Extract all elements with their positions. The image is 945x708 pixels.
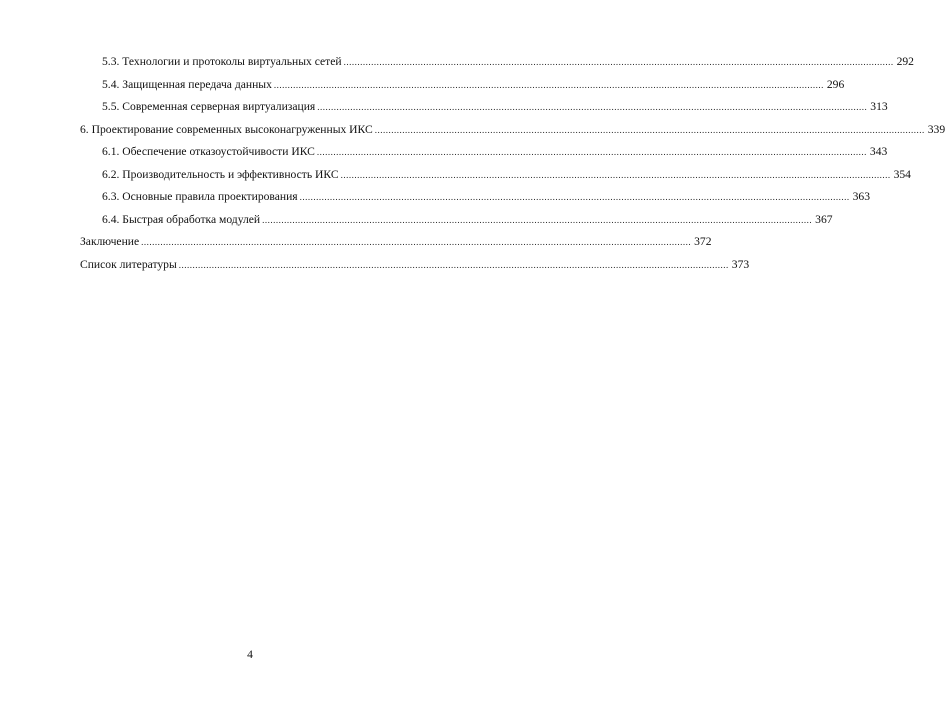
toc-entry: [80, 254, 750, 277]
dot-leader: ........................................................................................................................................................................................................: [178, 259, 729, 270]
dot-leader: ........................................................................................................................................................................................................: [343, 57, 894, 67]
toc-entry-page: 339: [927, 122, 945, 136]
toc-entry-title: 5.3. Технологии и протоколы виртуальных сетей: [102, 55, 342, 68]
toc-entry: [80, 74, 845, 97]
toc-entry-page: 372: [694, 235, 712, 248]
toc-entry-page: 313: [870, 100, 888, 113]
table-of-contents: [80, 51, 945, 276]
toc-entry: [80, 96, 888, 119]
toc-entry-title: 6.3. Основные правила проектирования: [102, 190, 298, 203]
toc-entry: [80, 141, 888, 164]
dot-leader: ........................................................................................................................................................................................................: [374, 124, 925, 135]
toc-entry: [80, 51, 914, 74]
toc-entry-page: 367: [815, 212, 833, 226]
toc-entry-title: 6.4. Быстрая обработка модулей: [102, 212, 261, 226]
toc-entry: [80, 231, 712, 254]
toc-entry: [80, 186, 871, 209]
toc-entry-title: Заключение: [80, 235, 140, 248]
toc-entry: [80, 164, 911, 187]
toc-entry-page: 363: [852, 190, 871, 203]
dot-leader: ........................................................................................................................................................................................................: [317, 102, 868, 112]
toc-entry-title: 6.2. Производительность и эффективность ИКС: [102, 167, 339, 181]
dot-leader: ........................................................................................................................................................................................................: [340, 169, 891, 180]
dot-leader: ........................................................................................................................................................................................................: [316, 147, 867, 157]
toc-entry-title: 6.1. Обеспечение отказоустойчивости ИКС: [102, 145, 315, 158]
dot-leader: ........................................................................................................................................................................................................: [262, 214, 813, 225]
toc-entry-title: 5.5. Современная серверная виртуализация: [102, 100, 316, 113]
toc-entry-title: 6. Проектирование современных высоконагруженных ИКС: [80, 122, 373, 136]
dot-leader: ........................................................................................................................................................................................................: [273, 79, 824, 90]
toc-entry-page: 373: [731, 257, 750, 271]
toc-entry-title: 5.4. Защищенная передача данных: [102, 77, 272, 91]
toc-entry: [80, 119, 945, 142]
toc-entry-page: 343: [869, 145, 888, 158]
toc-entry-page: 296: [826, 77, 845, 91]
toc-entry-page: 292: [896, 55, 914, 68]
toc-entry: [80, 209, 833, 232]
toc-entry-page: 354: [893, 167, 911, 181]
dot-leader: ........................................................................................................................................................................................................: [141, 237, 692, 247]
page-number: 4: [247, 648, 253, 661]
dot-leader: ........................................................................................................................................................................................................: [299, 192, 850, 202]
toc-entry-title: Список литературы: [80, 257, 177, 271]
